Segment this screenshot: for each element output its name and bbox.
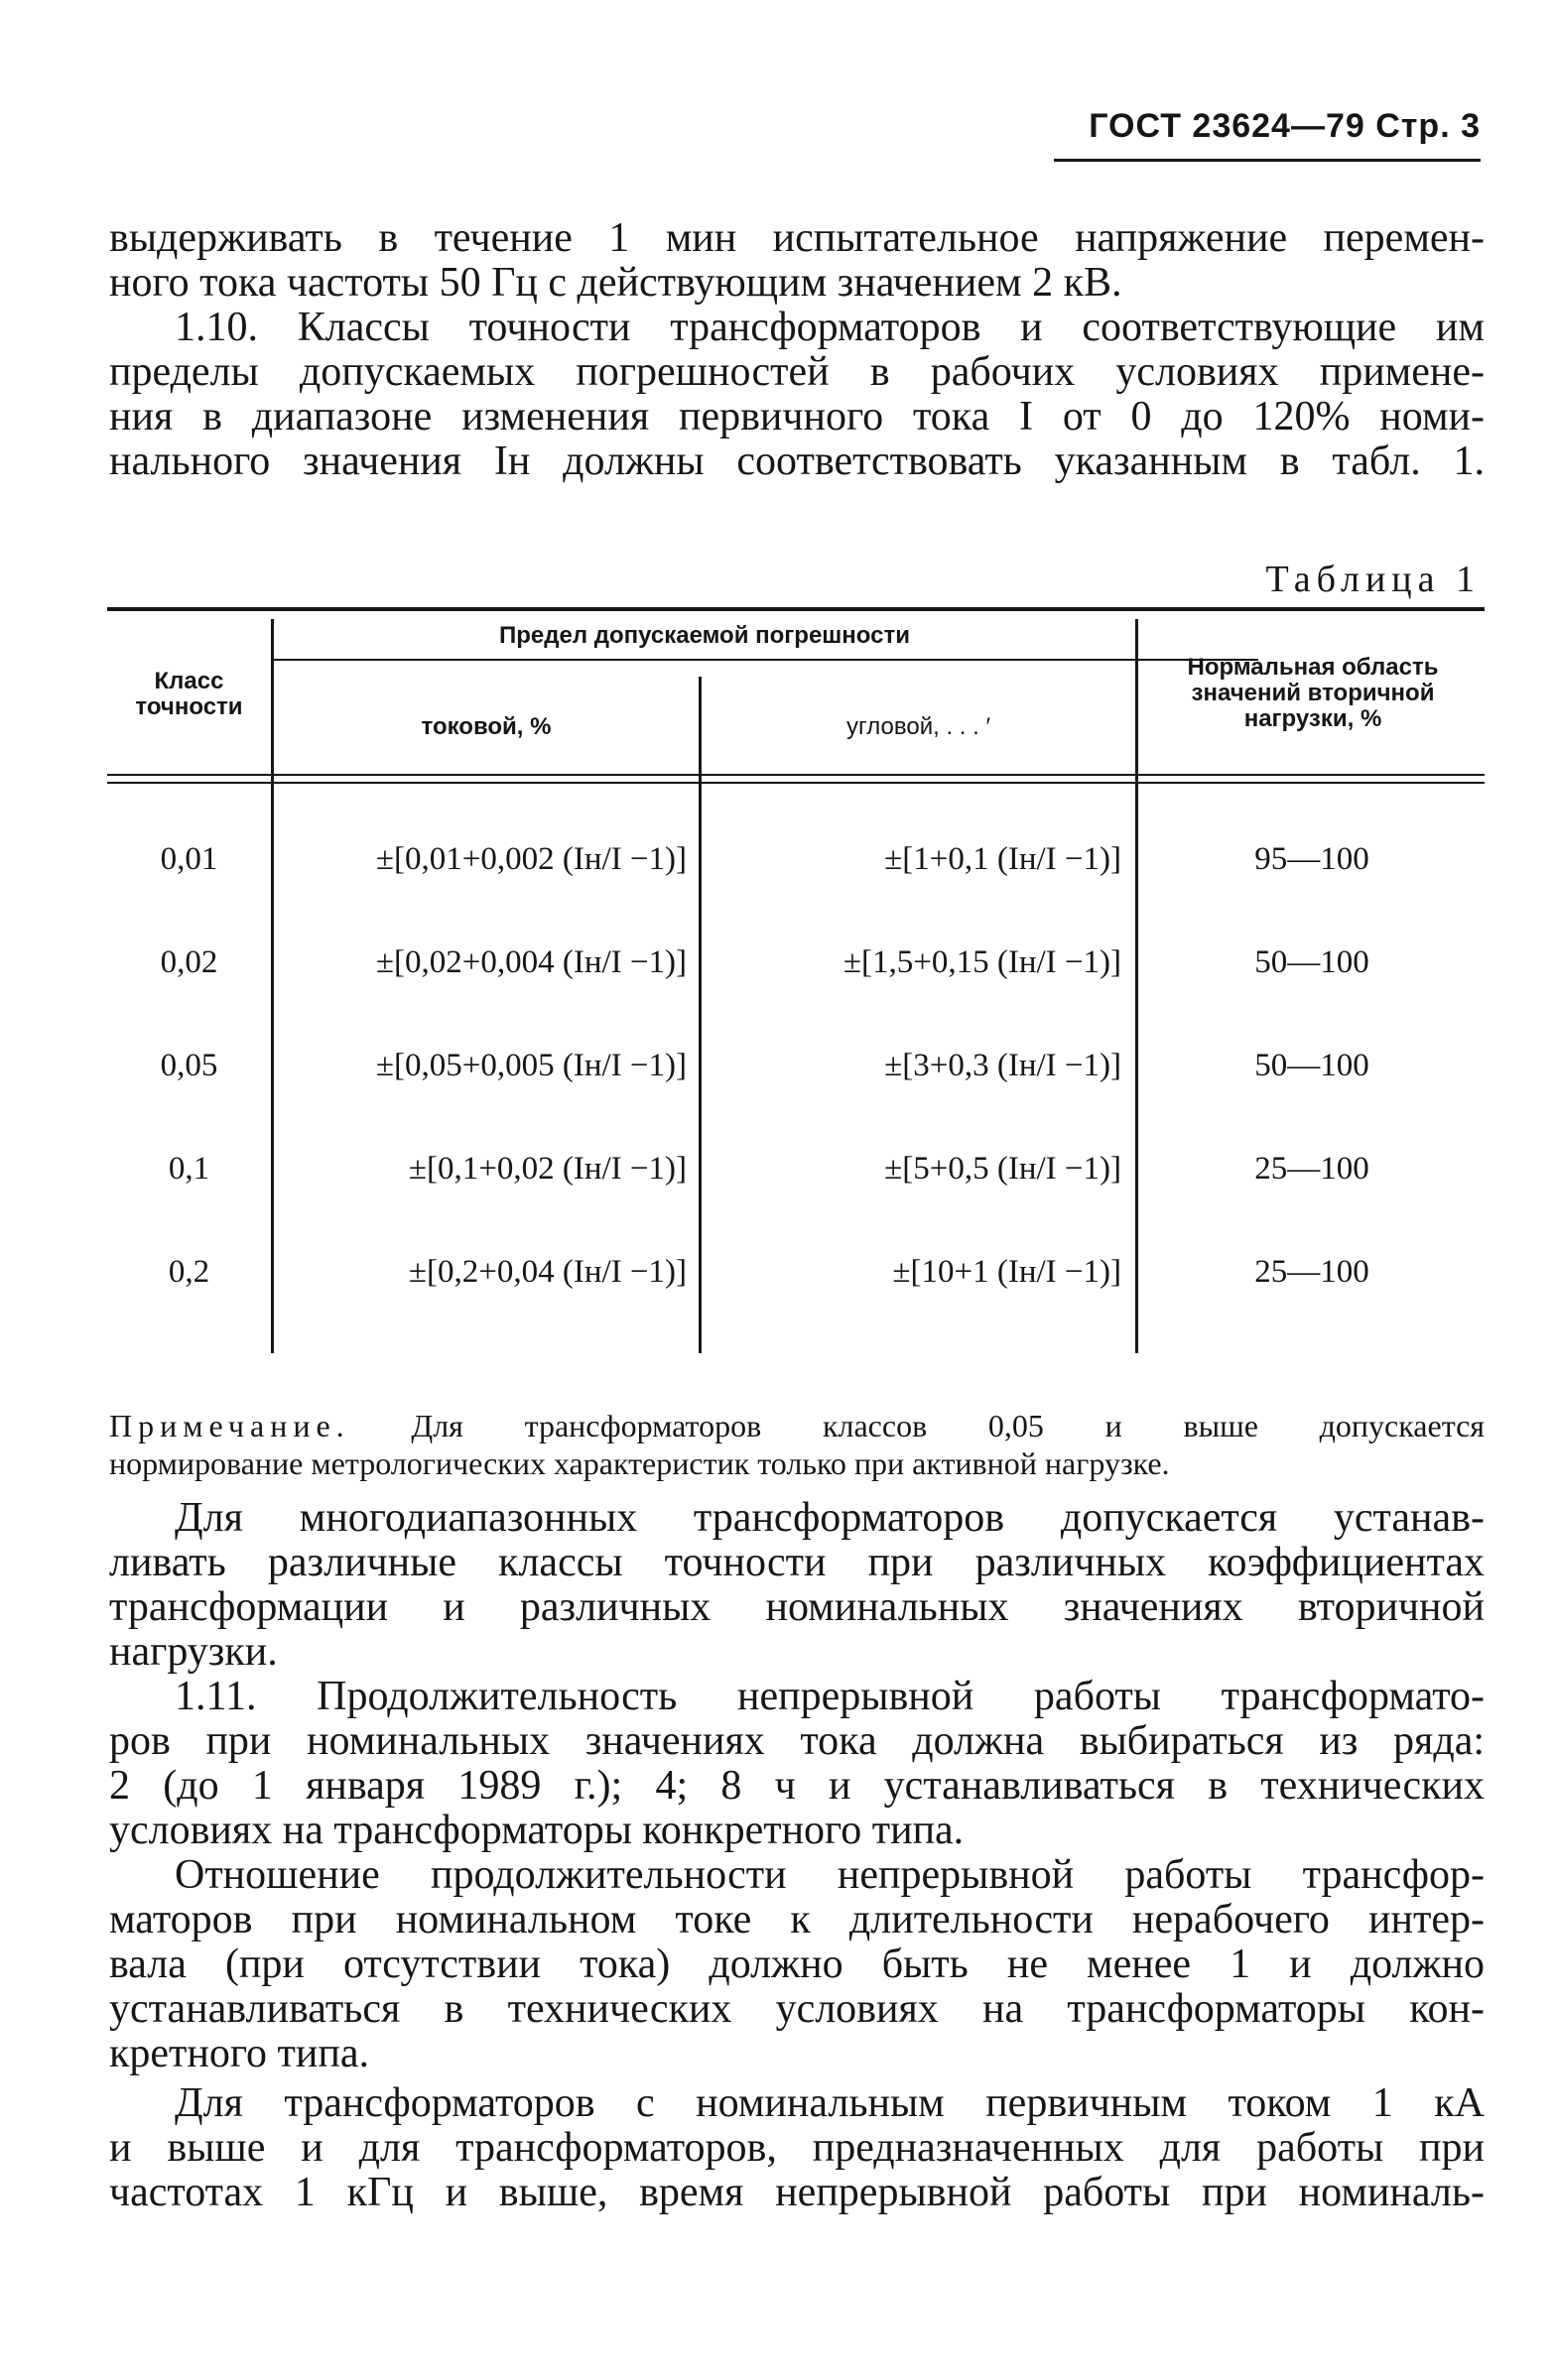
paragraph-ratio [109, 1853, 1485, 2076]
text-line: ния в диапазоне изменения первичного тока I от 0 до 120% номи- [109, 394, 1485, 439]
text-line: частотах 1 кГц и выше, время непрерывной работы при номиналь- [109, 2170, 1485, 2215]
col-divider-3 [1135, 619, 1138, 1353]
cell-load: 50—100 [1254, 944, 1369, 980]
table-caption: Таблица 1 [1265, 559, 1481, 600]
col-divider-2 [699, 677, 702, 1353]
page-header-text: ГОСТ 23624—79 Стр. 3 [1089, 107, 1481, 145]
text-line: 1.11. Продолжительность непрерывной работы трансформато- [175, 1674, 1485, 1719]
header-angle: угловой, . . . ′ [846, 713, 990, 740]
text-line: трансформации и различных номинальных значениях вторичной [109, 1584, 1485, 1630]
text-line: выдерживать в течение 1 мин испытательное напряжение перемен- [109, 215, 1485, 261]
text-line: условиях на трансформаторы конкретного типа. [109, 1808, 965, 1853]
text-line: пределы допускаемых погрешностей в рабочих условиях примене- [109, 349, 1485, 395]
header-load: Нормальная область значений вторичной нагрузки, % [1187, 654, 1439, 732]
header-class: Класс точности [135, 668, 243, 720]
cell-class: 0,01 [160, 841, 218, 877]
cell-current: ±[0,02+0,004 (Iн/I −1)] [375, 944, 687, 980]
cell-class: 0,05 [160, 1048, 218, 1083]
cell-load: 25—100 [1254, 1254, 1369, 1290]
text-line: 2 (до 1 января 1989 г.); 4; 8 ч и устанавливаться в технических [109, 1763, 1485, 1809]
text-line: вала (при отсутствии тока) должно быть не менее 1 и должно [109, 1942, 1485, 1987]
paragraph-multirange [109, 1496, 1485, 1675]
cell-angle: ±[3+0,3 (Iн/I −1)] [884, 1048, 1121, 1083]
cell-angle: ±[1+0,1 (Iн/I −1)] [884, 841, 1121, 877]
cell-class: 0,02 [160, 944, 218, 980]
cell-current: ±[0,1+0,02 (Iн/I −1)] [408, 1151, 687, 1187]
note-line: нормирование метрологических характеристик только при активной нагрузке. [109, 1445, 1170, 1481]
header-rule [1054, 159, 1481, 162]
cell-load: 50—100 [1254, 1048, 1369, 1083]
text-line: нагрузки. [109, 1629, 278, 1675]
paragraph-1-10 [109, 306, 1485, 484]
note-text: Для трансформаторов классов 0,05 и выше допускается [411, 1408, 1485, 1443]
cell-class: 0,1 [168, 1151, 210, 1187]
text-line: маторов при номинальном токе к длительности нерабочего интер- [109, 1897, 1485, 1942]
text-line: кретного типа. [109, 2031, 370, 2076]
note-label: Примечание. [109, 1408, 350, 1443]
text-line: устанавливаться в технических условиях на трансформаторы кон- [109, 1986, 1485, 2032]
intro-paragraph [109, 216, 1485, 306]
cell-class: 0,2 [168, 1254, 210, 1290]
text-line: ров при номинальных значениях тока должна выбираться из ряда: [109, 1718, 1485, 1764]
text-line: Отношение продолжительности непрерывной работы трансфор- [175, 1852, 1485, 1898]
table-top-rule [107, 607, 1485, 611]
cell-current: ±[0,05+0,005 (Iн/I −1)] [375, 1048, 687, 1083]
text-line: ного тока частоты 50 Гц с действующим значением 2 кВ. [109, 260, 1122, 306]
header-bottom-rule-2 [107, 782, 1485, 784]
text-line: 1.10. Классы точности трансформаторов и соответствующие им [175, 305, 1485, 350]
cell-angle: ±[1,5+0,15 (Iн/I −1)] [843, 944, 1121, 980]
cell-load: 95—100 [1254, 841, 1369, 877]
paragraph-last [109, 2081, 1485, 2215]
text-line: ливать различные классы точности при различных коэффициентах [109, 1540, 1485, 1585]
header-limit: Предел допускаемой погрешности [498, 622, 910, 649]
text-line: нального значения Iн должны соответствовать указанным в табл. 1. [109, 438, 1485, 484]
text-line: Для трансформаторов с номинальным первичным током 1 кА [175, 2080, 1485, 2126]
table-note [109, 1407, 1485, 1482]
paragraph-1-11 [109, 1675, 1485, 1853]
header-current: токовой, % [421, 713, 552, 740]
cell-angle: ±[10+1 (Iн/I −1)] [892, 1254, 1121, 1290]
note-line [109, 1407, 1485, 1444]
cell-angle: ±[5+0,5 (Iн/I −1)] [884, 1151, 1121, 1187]
cell-current: ±[0,2+0,04 (Iн/I −1)] [408, 1254, 687, 1290]
text-line: Для многодиапазонных трансформаторов допускается устанав- [175, 1495, 1485, 1541]
cell-current: ±[0,01+0,002 (Iн/I −1)] [375, 841, 687, 877]
text-line: и выше и для трансформаторов, предназначенных для работы при [109, 2125, 1485, 2171]
subheader-rule [274, 659, 1258, 661]
cell-load: 25—100 [1254, 1151, 1369, 1187]
page-header [1044, 107, 1481, 146]
header-bottom-rule [107, 774, 1485, 776]
accuracy-table [107, 607, 1485, 1361]
